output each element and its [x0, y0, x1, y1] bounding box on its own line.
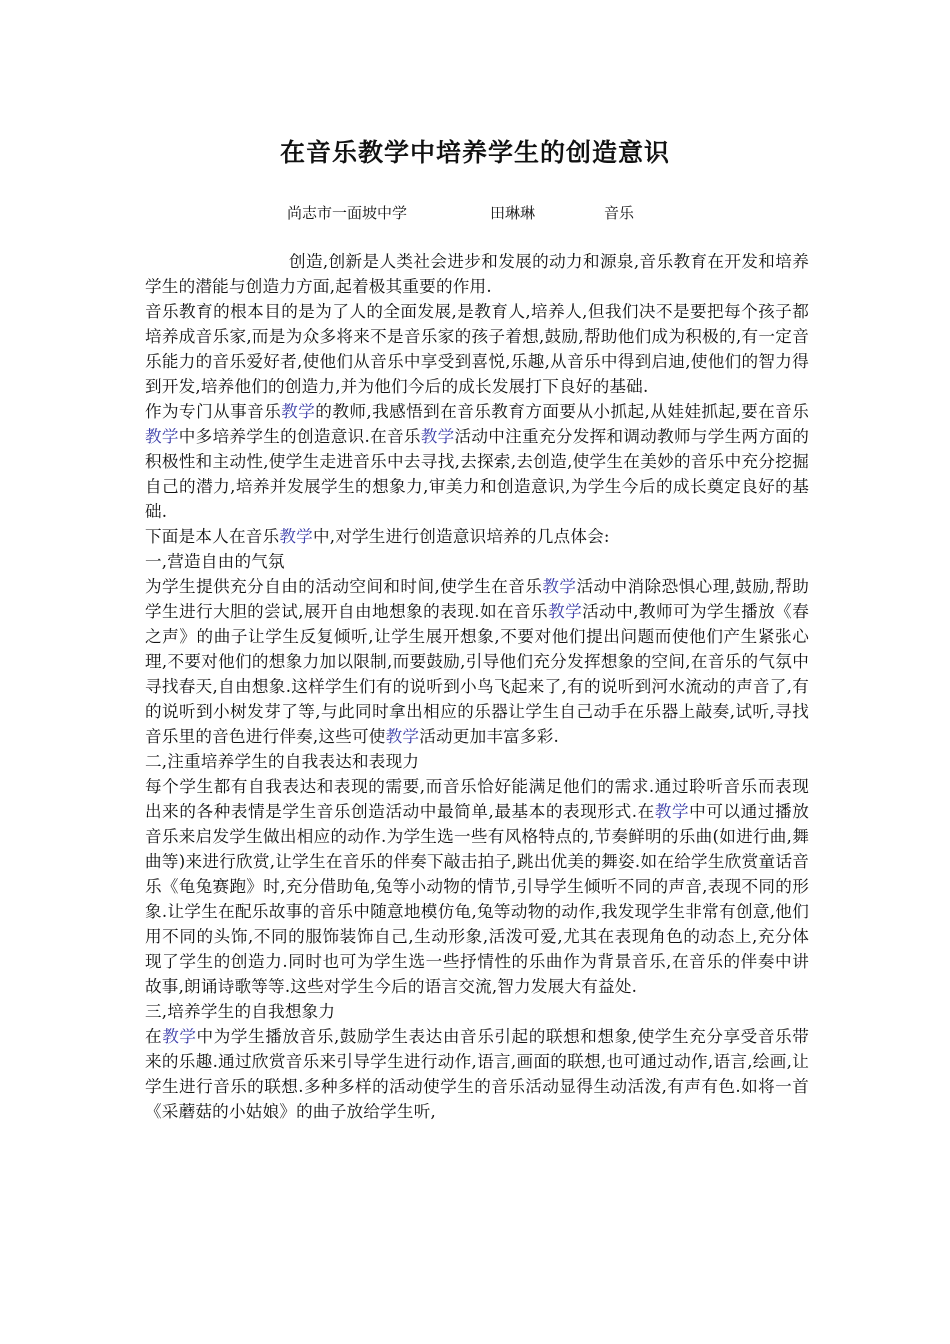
- paragraph: [145, 524, 809, 549]
- document-body: [145, 249, 809, 1124]
- author-school: 尚志市一面坡中学: [287, 204, 408, 222]
- paragraph: [145, 249, 809, 299]
- keyword-link: 教学: [542, 577, 577, 596]
- keyword-link: 教学: [420, 427, 455, 446]
- paragraph-text: 中为学生播放音乐,鼓励学生表达由音乐引起的联想和想象,使学生充分享受音乐带来的乐趣.通过欣赏音乐来引导学生进行动作,语言,画面的联想,也可通过动作,语言,绘画,让学生进行音乐的联想.多种多样的活动使学生的音乐活动显得生动活泼,有声有色.如将一首《采蘑菇的小姑娘》的曲子放给学生听,: [145, 1027, 810, 1121]
- keyword-link: 教学: [548, 602, 583, 621]
- paragraph: [145, 574, 809, 749]
- paragraph-text: 下面是本人在音乐: [145, 527, 280, 546]
- keyword-link: 教学: [385, 727, 420, 746]
- document-title: 在音乐教学中培养学生的创造意识: [279, 138, 670, 167]
- paragraph-text: 二,注重培养学生的自我表达和表现力: [145, 752, 420, 771]
- keyword-link: 教学: [162, 1027, 197, 1046]
- paragraph-text: 活动中,教师可为学生播放《春之声》的曲子让学生反复倾听,让学生展开想象,不要对他们提出问题而使他们产生紧张心理,不要对他们的想象力加以限制,而要鼓励,引导他们充分发挥想象的空间,在音乐的气氛中寻找春天,自由想象.这样学生们有的说听到小鸟飞起来了,有的说听到河水流动的声音了,有的说听到小树发芽了等,与此同时拿出相应的乐器让学生自己动手在乐器上敲奏,试听,寻找音乐里的音色进行伴奏,这些可使: [145, 602, 809, 746]
- paragraph-text: 在: [145, 1027, 163, 1046]
- paragraph-text: 音乐教育的根本目的是为了人的全面发展,是教育人,培养人,但我们决不是要把每个孩子都培养成音乐家,而是为众多将来不是音乐家的孩子着想,鼓励,帮助他们成为积极的,有一定音乐能力的音乐爱好者,使他们从音乐中享受到喜悦,乐趣,从音乐中得到启迪,使他们的智力得到开发,培养他们的创造力,并为他们今后的成长发展打下良好的基础.: [145, 302, 809, 396]
- paragraph-text: 活动中注重充分发挥和调动教师与学生两方面的积极性和主动性,使学生走进音乐中去寻找,去探索,去创造,使学生在美妙的音乐中充分挖掘自己的潜力,培养并发展学生的想象力,审美力和创造意识,为学生今后的成长奠定良好的基础.: [145, 427, 810, 521]
- paragraph-text: 三,培养学生的自我想象力: [145, 1002, 336, 1021]
- paragraph: [145, 999, 809, 1024]
- paragraph-text: 一,营造自由的气氛: [145, 552, 285, 571]
- paragraph: [145, 1024, 809, 1124]
- keyword-link: 教学: [654, 802, 690, 821]
- paragraph-text: 的教师,我感悟到在音乐教育方面要从小抓起,从娃娃抓起,要在音乐: [315, 402, 809, 421]
- paragraph: [145, 399, 809, 524]
- paragraph-text: 活动中消除恐惧心理,鼓励,帮助学生进行大胆的尝试,展开自由地想象的表现.如在音乐: [145, 577, 809, 621]
- author-line: [287, 202, 634, 223]
- author-subject: 音乐: [604, 204, 635, 222]
- paragraph-text: 为学生提供充分自由的活动空间和时间,使学生在音乐: [145, 577, 543, 596]
- paragraph: [145, 774, 809, 999]
- keyword-link: 教学: [279, 527, 313, 546]
- paragraph-text: 创造,创新是人类社会进步和发展的动力和源泉,音乐教育在开发和培养学生的潜能与创造力方面,起着极其重要的作用.: [145, 252, 809, 296]
- paragraph-text: 中多培养学生的创造意识.在音乐: [178, 427, 421, 446]
- paragraph: [145, 299, 809, 399]
- paragraph: [145, 749, 809, 774]
- paragraph: [145, 549, 809, 574]
- paragraph-text: 作为专门从事音乐: [145, 402, 282, 421]
- keyword-link: 教学: [145, 427, 179, 446]
- paragraph-text: 每个学生都有自我表达和表现的需要,而音乐恰好能满足他们的需求.通过聆听音乐而表现出来的各种表情是学生音乐创造活动中最简单,最基本的表现形式.在: [145, 777, 809, 821]
- paragraph-text: 活动更加丰富多彩.: [419, 727, 560, 746]
- author-name: 田琳琳: [490, 204, 536, 222]
- paragraph-text: 中,对学生进行创造意识培养的几点体会:: [312, 527, 610, 546]
- paragraph-text: 中可以通过播放音乐来启发学生做出相应的动作.为学生选一些有风格特点的,节奏鲜明的乐曲(如进行曲,舞曲等)来进行欣赏,让学生在音乐的伴奏下敲击拍子,跳出优美的舞姿.如在给学生欣赏童话音乐《龟兔赛跑》时,充分借助龟,兔等小动物的情节,引导学生倾听不同的声音,表现不同的形象.让学生在配乐故事的音乐中随意地模仿龟,兔等动物的动作,我发现学生非常有创意,他们用不同的头饰,不同的服饰装饰自己,生动形象,活泼可爱,尤其在表现角色的动态上,充分体现了学生的创造力.同时也可为学生选一些抒情性的乐曲作为背景音乐,在音乐的伴奏中讲故事,朗诵诗歌等等.这些对学生今后的语言交流,智力发展大有益处.: [145, 802, 810, 996]
- keyword-link: 教学: [281, 402, 316, 421]
